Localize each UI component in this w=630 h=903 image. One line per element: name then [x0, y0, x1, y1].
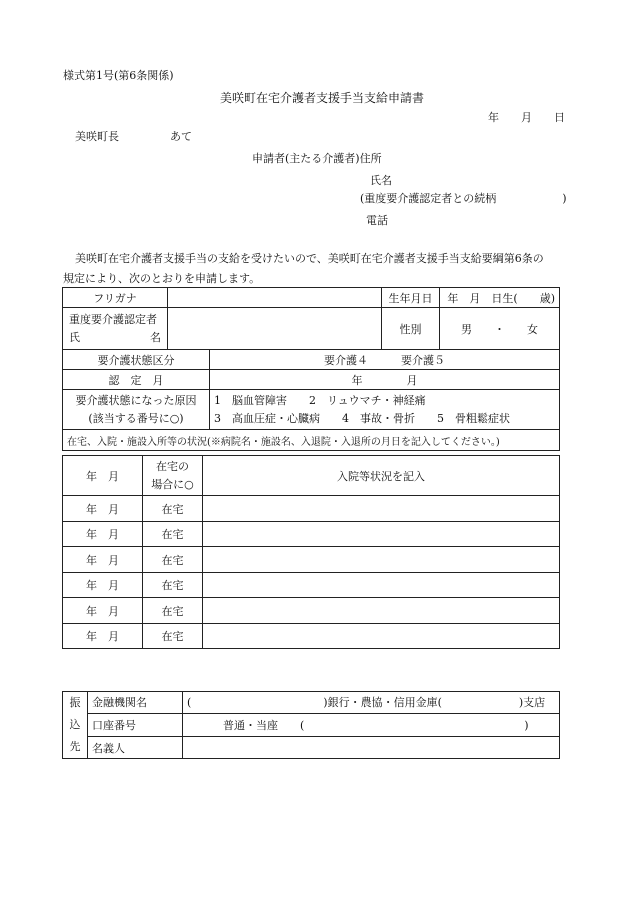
account-holder-field[interactable] [183, 737, 560, 759]
table-row [63, 547, 560, 573]
person-name-field[interactable] [168, 308, 382, 350]
row-home[interactable]: 在宅 [143, 522, 203, 547]
furigana-label: フリガナ [63, 288, 168, 308]
bank-side-label: 振 込 先 [63, 692, 88, 759]
care-level-options[interactable]: 要介護４ 要介護５ [210, 350, 560, 370]
row-status-field[interactable] [203, 624, 560, 649]
row-status-field[interactable] [203, 573, 560, 598]
col-status-header: 入院等状況を記入 [203, 456, 560, 496]
intro-text-line2: 規定により、次のとおりを申請します。 [63, 272, 261, 285]
cause-options-line2: 3 高血圧症・心臓病 4 事故・骨折 5 骨粗鬆症状 [214, 411, 510, 425]
row-status-field[interactable] [203, 547, 560, 573]
table-row [63, 624, 560, 649]
bank-transfer-table [62, 691, 560, 759]
col-home-header: 在宅の 場合に○ [143, 456, 203, 496]
cert-month-field[interactable]: 年 月 [210, 370, 560, 390]
account-number[interactable]: ( ) [300, 719, 529, 732]
sex-label: 性別 [382, 308, 440, 350]
institution-field[interactable]: ( )銀行・農協・信用金庫( )支店 [183, 692, 560, 714]
applicant-name-label: 氏名 [370, 174, 392, 187]
application-form-table [62, 287, 560, 451]
row-status-field[interactable] [203, 598, 560, 624]
row-home[interactable]: 在宅 [143, 624, 203, 649]
cause-options-line1: 1 脳血管障害 2 リュウマチ・神経痛 [214, 393, 426, 407]
row-home[interactable]: 在宅 [143, 573, 203, 598]
row-home[interactable]: 在宅 [143, 598, 203, 624]
furigana-field[interactable] [168, 288, 382, 308]
dob-field[interactable]: 年 月 日生( 歳) [440, 288, 560, 308]
row-month[interactable]: 年 月 [63, 573, 143, 598]
row-month[interactable]: 年 月 [63, 624, 143, 649]
row-status-field[interactable] [203, 496, 560, 522]
care-level-label: 要介護状態区分 [63, 350, 210, 370]
addressee-suffix: あて [170, 130, 192, 143]
form-number: 様式第1号(第6条関係) [63, 69, 174, 82]
row-home[interactable]: 在宅 [143, 547, 203, 573]
addressee: 美咲町長 [75, 130, 119, 143]
row-month[interactable]: 年 月 [63, 547, 143, 573]
applicant-phone-label: 電話 [366, 214, 388, 227]
applicant-relation-label: (重度要介護認定者との続柄 ) [360, 192, 567, 205]
applicant-address-label: 申請者(主たる介護者)住所 [252, 152, 382, 165]
document-title: 美咲町在宅介護者支援手当支給申請書 [220, 91, 425, 105]
application-date: 年 月 日 [488, 111, 565, 124]
table-row [63, 522, 560, 547]
cert-month-label: 認 定 月 [63, 370, 210, 390]
table-row [63, 496, 560, 522]
account-holder-label: 名義人 [88, 737, 183, 759]
row-home[interactable]: 在宅 [143, 496, 203, 522]
table-row [63, 598, 560, 624]
row-month[interactable]: 年 月 [63, 496, 143, 522]
intro-text-line1: 美咲町在宅介護者支援手当の支給を受けたいので、美咲町在宅介護者支援手当支給要綱第6条の [75, 252, 544, 265]
row-month[interactable]: 年 月 [63, 522, 143, 547]
sex-options[interactable]: 男 ・ 女 [440, 308, 560, 350]
institution-label: 金融機関名 [88, 692, 183, 714]
cause-options[interactable] [210, 390, 560, 430]
account-number-field[interactable] [183, 713, 560, 736]
status-note: 在宅、入院・施設入所等の状況(※病院名・施設名、入退院・入退所の月日を記入してください。) [63, 430, 560, 451]
person-name-label: 重度要介護認定者 氏 名 [63, 308, 168, 350]
table-row [63, 573, 560, 598]
col-month-header: 年 月 [63, 456, 143, 496]
cause-label: 要介護状態になった原因 (該当する番号に○) [63, 390, 210, 430]
row-month[interactable]: 年 月 [63, 598, 143, 624]
account-type[interactable]: 普通・当座 [223, 719, 278, 732]
status-history-table [62, 455, 560, 649]
account-number-label: 口座番号 [88, 713, 183, 736]
row-status-field[interactable] [203, 522, 560, 547]
dob-label: 生年月日 [382, 288, 440, 308]
